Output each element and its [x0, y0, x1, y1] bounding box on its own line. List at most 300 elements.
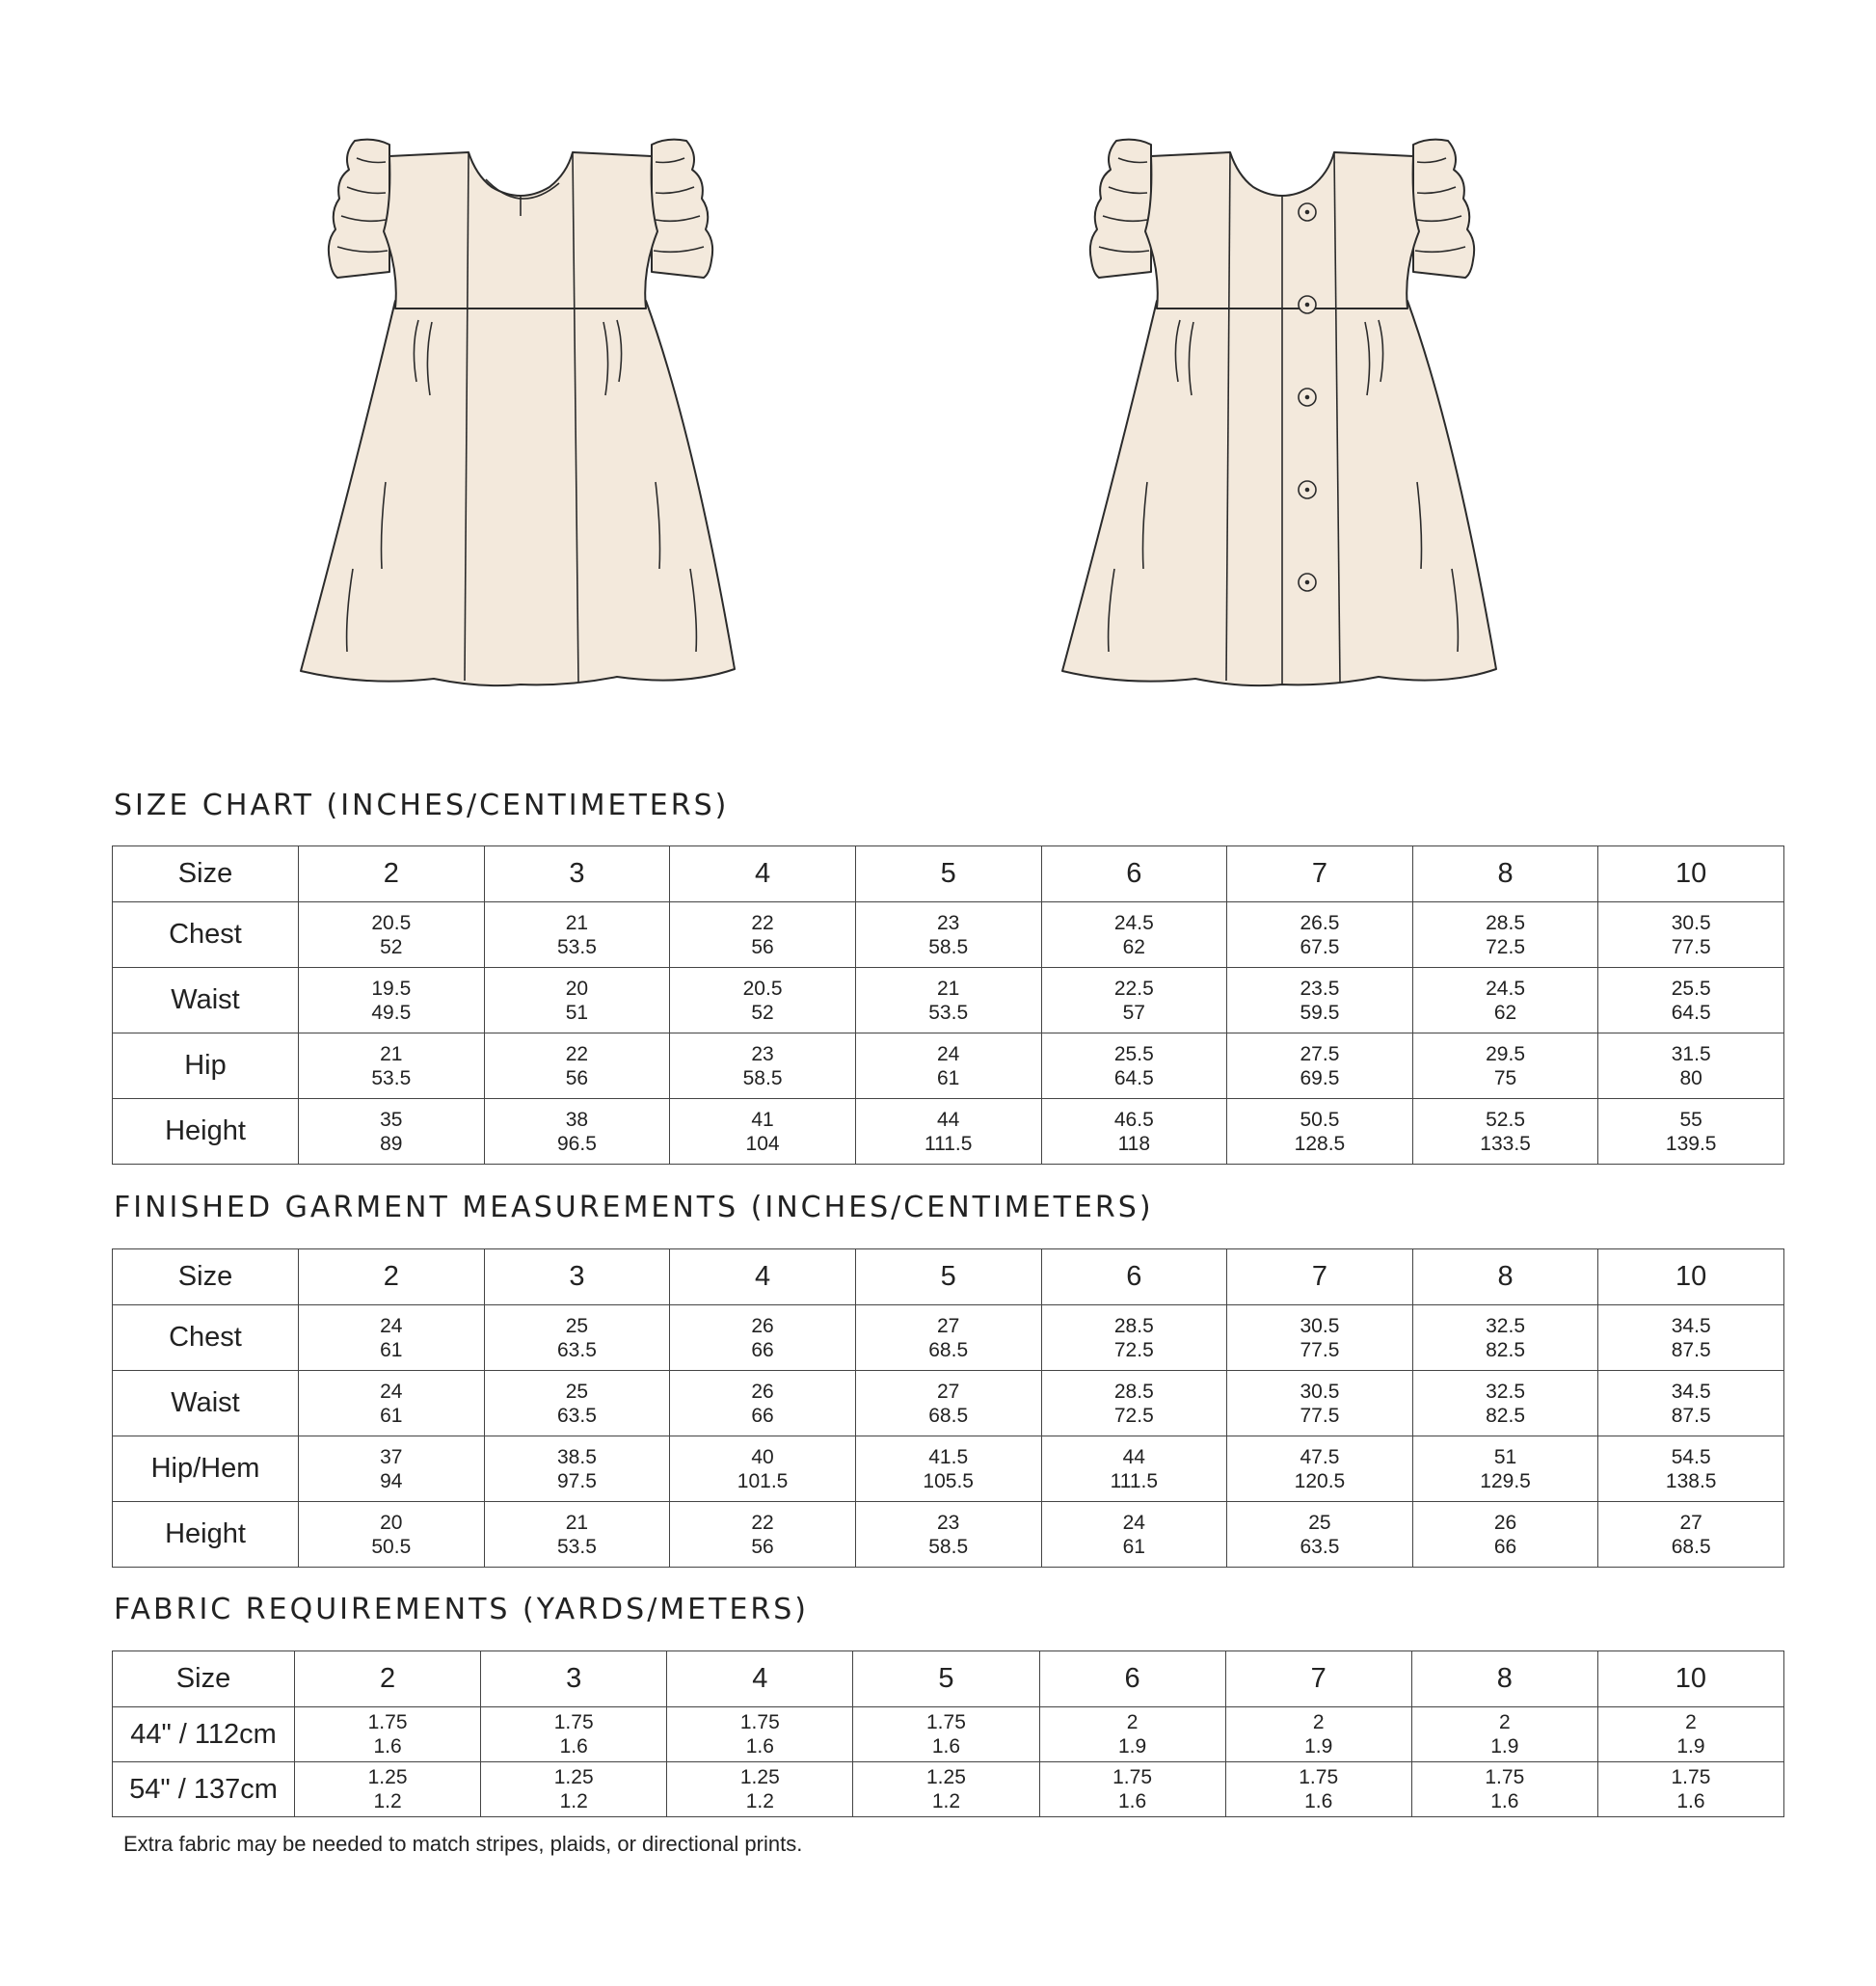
- measurement-cell: [481, 1707, 667, 1762]
- metric-value: 58.5: [928, 1535, 969, 1558]
- size-header: 7: [1225, 1651, 1411, 1707]
- imperial-value: 19.5: [371, 977, 412, 1000]
- metric-value: 72.5: [1486, 935, 1525, 958]
- measurement-cell: [1227, 1099, 1413, 1165]
- measurement-cell: [1225, 1707, 1411, 1762]
- table-row: [113, 1762, 1784, 1817]
- header-label: Size: [113, 1249, 299, 1305]
- measurement-cell: [1227, 902, 1413, 968]
- measurement-cell: [1041, 1099, 1227, 1165]
- size-header: 7: [1227, 846, 1413, 902]
- metric-value: 82.5: [1486, 1338, 1525, 1361]
- imperial-value: 1.75: [1299, 1766, 1339, 1788]
- imperial-value: 27.5: [1300, 1042, 1340, 1065]
- imperial-value: 23: [937, 911, 960, 934]
- table-row: [113, 1033, 1784, 1099]
- metric-value: 72.5: [1113, 1404, 1154, 1427]
- metric-value: 49.5: [371, 1001, 412, 1024]
- metric-value: 77.5: [1300, 1404, 1340, 1427]
- measurement-cell: [855, 1033, 1041, 1099]
- metric-value: 69.5: [1300, 1066, 1340, 1089]
- measurement-cell: [853, 1707, 1039, 1762]
- imperial-value: 44: [937, 1108, 960, 1131]
- measurement-cell: [1041, 968, 1227, 1033]
- imperial-value: 38: [565, 1108, 589, 1131]
- imperial-value: 25.5: [1671, 977, 1711, 1000]
- measurement-cell: [670, 968, 856, 1033]
- measurement-cell: [1412, 1502, 1598, 1568]
- row-label: Waist: [113, 968, 299, 1033]
- metric-value: 105.5: [923, 1469, 974, 1492]
- metric-value: 64.5: [1113, 1066, 1154, 1089]
- measurement-cell: [1227, 1033, 1413, 1099]
- metric-value: 63.5: [557, 1404, 597, 1427]
- measurement-cell: [1598, 1099, 1784, 1165]
- measurement-cell: [1598, 1371, 1784, 1436]
- table-row: [113, 1707, 1784, 1762]
- imperial-value: 2: [1498, 1711, 1511, 1733]
- imperial-value: 30.5: [1300, 1380, 1340, 1403]
- size-header: 8: [1411, 1651, 1597, 1707]
- header-label: Size: [113, 1651, 295, 1707]
- imperial-value: 22: [751, 911, 774, 934]
- measurement-cell: [853, 1762, 1039, 1817]
- metric-value: 51: [565, 1001, 589, 1024]
- garment-chart-table: [112, 1248, 1784, 1568]
- row-label: Height: [113, 1502, 299, 1568]
- measurement-cell: [299, 1099, 485, 1165]
- metric-value: 53.5: [557, 935, 597, 958]
- metric-value: 52: [380, 935, 403, 958]
- left-ruffle: [329, 140, 389, 278]
- measurement-cell: [855, 1436, 1041, 1502]
- imperial-value: 26.5: [1300, 911, 1340, 934]
- size-header: 4: [670, 846, 856, 902]
- measurement-cell: [1041, 1305, 1227, 1371]
- imperial-value: 26: [751, 1380, 774, 1403]
- measurement-cell: [295, 1762, 481, 1817]
- dress-back-icon: [1041, 116, 1620, 704]
- measurement-cell: [670, 902, 856, 968]
- imperial-value: 20: [380, 1511, 403, 1534]
- metric-value: 1.9: [1117, 1735, 1147, 1758]
- measurement-cell: [295, 1707, 481, 1762]
- imperial-value: 22.5: [1113, 977, 1154, 1000]
- imperial-value: 2: [1126, 1711, 1139, 1733]
- metric-value: 1.9: [1676, 1735, 1705, 1758]
- measurement-cell: [299, 968, 485, 1033]
- size-header: 3: [481, 1651, 667, 1707]
- imperial-value: 1.75: [1485, 1766, 1525, 1788]
- measurement-cell: [1598, 902, 1784, 968]
- metric-value: 72.5: [1113, 1338, 1154, 1361]
- size-header: 8: [1412, 846, 1598, 902]
- size-header: 10: [1598, 1249, 1784, 1305]
- table-row: [113, 1305, 1784, 1371]
- row-label: 44" / 112cm: [113, 1707, 295, 1762]
- metric-value: 129.5: [1480, 1469, 1531, 1492]
- metric-value: 1.2: [559, 1790, 588, 1812]
- metric-value: 1.9: [1304, 1735, 1333, 1758]
- measurement-cell: [299, 1033, 485, 1099]
- metric-value: 1.6: [559, 1735, 588, 1758]
- measurement-cell: [1227, 1371, 1413, 1436]
- imperial-value: 32.5: [1486, 1314, 1525, 1337]
- bodice: [384, 152, 657, 309]
- imperial-value: 37: [380, 1445, 403, 1468]
- right-ruffle: [652, 140, 712, 278]
- measurement-cell: [484, 1371, 670, 1436]
- measurement-cell: [1412, 1099, 1598, 1165]
- imperial-value: 2: [1685, 1711, 1697, 1733]
- measurement-cell: [1598, 1436, 1784, 1502]
- measurement-cell: [855, 1371, 1041, 1436]
- table-row: [113, 1099, 1784, 1165]
- imperial-value: 1.75: [739, 1711, 780, 1733]
- measurement-cell: [1039, 1762, 1225, 1817]
- measurement-cell: [1412, 1033, 1598, 1099]
- table-header-row: [113, 1651, 1784, 1707]
- imperial-value: 24.5: [1486, 977, 1525, 1000]
- imperial-value: 54.5: [1671, 1445, 1711, 1468]
- imperial-value: 23: [937, 1511, 960, 1534]
- imperial-value: 22: [565, 1042, 589, 1065]
- metric-value: 58.5: [928, 935, 969, 958]
- measurement-cell: [1597, 1762, 1783, 1817]
- metric-value: 66: [751, 1338, 774, 1361]
- measurement-cell: [1412, 1305, 1598, 1371]
- measurement-cell: [484, 1033, 670, 1099]
- imperial-value: 20.5: [371, 911, 412, 934]
- imperial-value: 41: [751, 1108, 774, 1131]
- imperial-value: 41.5: [928, 1445, 969, 1468]
- measurement-cell: [484, 1502, 670, 1568]
- metric-value: 101.5: [737, 1469, 789, 1492]
- metric-value: 56: [751, 935, 774, 958]
- imperial-value: 24.5: [1113, 911, 1154, 934]
- dress-front-icon: [280, 116, 858, 704]
- imperial-value: 25: [565, 1314, 589, 1337]
- measurement-cell: [1041, 1033, 1227, 1099]
- table-row: [113, 968, 1784, 1033]
- imperial-value: 2: [1312, 1711, 1325, 1733]
- imperial-value: 1.25: [553, 1766, 594, 1788]
- table-row: [113, 902, 1784, 968]
- imperial-value: 50.5: [1300, 1108, 1340, 1131]
- metric-value: 89: [380, 1132, 403, 1155]
- metric-value: 77.5: [1671, 935, 1711, 958]
- imperial-value: 24: [937, 1042, 960, 1065]
- imperial-value: 38.5: [557, 1445, 597, 1468]
- metric-value: 80: [1679, 1066, 1702, 1089]
- imperial-value: 1.75: [926, 1711, 966, 1733]
- measurement-cell: [1412, 968, 1598, 1033]
- measurement-cell: [1412, 902, 1598, 968]
- metric-value: 56: [751, 1535, 774, 1558]
- skirt: [301, 301, 735, 685]
- metric-value: 1.6: [1490, 1790, 1519, 1812]
- imperial-value: 24: [380, 1380, 403, 1403]
- imperial-value: 1.75: [367, 1711, 408, 1733]
- imperial-value: 30.5: [1300, 1314, 1340, 1337]
- metric-value: 61: [937, 1066, 960, 1089]
- table-header-row: [113, 1249, 1784, 1305]
- measurement-cell: [1411, 1762, 1597, 1817]
- metric-value: 62: [1122, 935, 1145, 958]
- imperial-value: 21: [937, 977, 960, 1000]
- imperial-value: 27: [937, 1314, 960, 1337]
- measurement-cell: [855, 1099, 1041, 1165]
- imperial-value: 25: [1308, 1511, 1331, 1534]
- imperial-value: 25.5: [1113, 1042, 1154, 1065]
- row-label: Height: [113, 1099, 299, 1165]
- fabric-chart-table: [112, 1651, 1784, 1817]
- measurement-cell: [484, 1305, 670, 1371]
- imperial-value: 55: [1679, 1108, 1702, 1131]
- size-header: 10: [1597, 1651, 1783, 1707]
- measurement-cell: [670, 1033, 856, 1099]
- metric-value: 67.5: [1300, 935, 1340, 958]
- metric-value: 58.5: [742, 1066, 783, 1089]
- metric-value: 87.5: [1671, 1338, 1711, 1361]
- imperial-value: 1.75: [1671, 1766, 1711, 1788]
- metric-value: 97.5: [557, 1469, 597, 1492]
- metric-value: 133.5: [1480, 1132, 1531, 1155]
- measurement-cell: [855, 1305, 1041, 1371]
- size-header: 3: [484, 846, 670, 902]
- measurement-cell: [1411, 1707, 1597, 1762]
- imperial-value: 34.5: [1671, 1380, 1711, 1403]
- imperial-value: 32.5: [1486, 1380, 1525, 1403]
- imperial-value: 1.75: [553, 1711, 594, 1733]
- metric-value: 1.6: [931, 1735, 961, 1758]
- row-label: Hip: [113, 1033, 299, 1099]
- measurement-cell: [484, 968, 670, 1033]
- size-header: 2: [299, 846, 485, 902]
- size-header: 4: [670, 1249, 856, 1305]
- metric-value: 87.5: [1671, 1404, 1711, 1427]
- imperial-value: 26: [1493, 1511, 1517, 1534]
- measurement-cell: [1041, 1371, 1227, 1436]
- metric-value: 118: [1117, 1132, 1151, 1155]
- measurement-cell: [1598, 1502, 1784, 1568]
- row-label: 54" / 137cm: [113, 1762, 295, 1817]
- metric-value: 59.5: [1300, 1001, 1340, 1024]
- metric-value: 120.5: [1294, 1469, 1346, 1492]
- size-header: 7: [1227, 1249, 1413, 1305]
- metric-value: 63.5: [557, 1338, 597, 1361]
- size-chart-title: SIZE CHART (INCHES/CENTIMETERS): [114, 789, 730, 822]
- fabric-chart-title: FABRIC REQUIREMENTS (YARDS/METERS): [114, 1593, 810, 1626]
- measurement-cell: [1227, 968, 1413, 1033]
- imperial-value: 1.25: [926, 1766, 966, 1788]
- metric-value: 57: [1122, 1001, 1145, 1024]
- imperial-value: 24: [380, 1314, 403, 1337]
- imperial-value: 52.5: [1486, 1108, 1525, 1131]
- size-header: 5: [853, 1651, 1039, 1707]
- measurement-cell: [855, 1502, 1041, 1568]
- row-label: Waist: [113, 1371, 299, 1436]
- measurement-cell: [670, 1371, 856, 1436]
- metric-value: 1.6: [745, 1735, 774, 1758]
- size-header: 6: [1041, 1249, 1227, 1305]
- metric-value: 1.2: [373, 1790, 402, 1812]
- imperial-value: 28.5: [1113, 1380, 1154, 1403]
- measurement-cell: [1598, 1305, 1784, 1371]
- imperial-value: 26: [751, 1314, 774, 1337]
- metric-value: 111.5: [1110, 1469, 1159, 1492]
- size-header: 8: [1412, 1249, 1598, 1305]
- imperial-value: 28.5: [1113, 1314, 1154, 1337]
- metric-value: 61: [380, 1338, 403, 1361]
- measurement-cell: [299, 1305, 485, 1371]
- metric-value: 61: [380, 1404, 403, 1427]
- imperial-value: 21: [380, 1042, 403, 1065]
- metric-value: 66: [1493, 1535, 1517, 1558]
- fabric-note: Extra fabric may be needed to match stripes, plaids, or directional prints.: [123, 1832, 803, 1856]
- imperial-value: 1.25: [367, 1766, 408, 1788]
- metric-value: 53.5: [371, 1066, 412, 1089]
- metric-value: 1.6: [1676, 1790, 1705, 1812]
- metric-value: 50.5: [371, 1535, 412, 1558]
- imperial-value: 34.5: [1671, 1314, 1711, 1337]
- imperial-value: 20.5: [742, 977, 783, 1000]
- measurement-cell: [1039, 1707, 1225, 1762]
- imperial-value: 44: [1122, 1445, 1145, 1468]
- metric-value: 82.5: [1486, 1404, 1525, 1427]
- metric-value: 68.5: [928, 1338, 969, 1361]
- measurement-cell: [670, 1305, 856, 1371]
- imperial-value: 23: [751, 1042, 774, 1065]
- row-label: Hip/Hem: [113, 1436, 299, 1502]
- metric-value: 66: [751, 1404, 774, 1427]
- measurement-cell: [1041, 1436, 1227, 1502]
- row-label: Chest: [113, 902, 299, 968]
- measurement-cell: [670, 1502, 856, 1568]
- measurement-cell: [1598, 968, 1784, 1033]
- header-label: Size: [113, 846, 299, 902]
- measurement-cell: [299, 1436, 485, 1502]
- size-header: 5: [855, 1249, 1041, 1305]
- measurement-cell: [1041, 1502, 1227, 1568]
- metric-value: 64.5: [1671, 1001, 1711, 1024]
- measurement-cell: [1598, 1033, 1784, 1099]
- metric-value: 1.2: [931, 1790, 961, 1812]
- metric-value: 56: [565, 1066, 589, 1089]
- measurement-cell: [1227, 1502, 1413, 1568]
- imperial-value: 22: [751, 1511, 774, 1534]
- imperial-value: 29.5: [1486, 1042, 1525, 1065]
- measurement-cell: [1225, 1762, 1411, 1817]
- measurement-cell: [1227, 1305, 1413, 1371]
- size-header: 3: [484, 1249, 670, 1305]
- metric-value: 53.5: [928, 1001, 969, 1024]
- table-row: [113, 1371, 1784, 1436]
- metric-value: 62: [1493, 1001, 1517, 1024]
- measurement-cell: [1041, 902, 1227, 968]
- metric-value: 94: [380, 1469, 403, 1492]
- measurement-cell: [855, 968, 1041, 1033]
- metric-value: 77.5: [1300, 1338, 1340, 1361]
- metric-value: 1.9: [1490, 1735, 1519, 1758]
- measurement-cell: [484, 1099, 670, 1165]
- imperial-value: 21: [565, 1511, 589, 1534]
- metric-value: 104: [745, 1132, 780, 1155]
- metric-value: 75: [1493, 1066, 1517, 1089]
- imperial-value: 30.5: [1671, 911, 1711, 934]
- measurement-cell: [299, 1502, 485, 1568]
- imperial-value: 28.5: [1486, 911, 1525, 934]
- metric-value: 1.2: [745, 1790, 774, 1812]
- imperial-value: 1.25: [739, 1766, 780, 1788]
- table-header-row: [113, 846, 1784, 902]
- imperial-value: 21: [565, 911, 589, 934]
- metric-value: 63.5: [1300, 1535, 1340, 1558]
- measurement-cell: [670, 1436, 856, 1502]
- metric-value: 138.5: [1665, 1469, 1717, 1492]
- size-header: 4: [667, 1651, 853, 1707]
- imperial-value: 40: [751, 1445, 774, 1468]
- imperial-value: 23.5: [1300, 977, 1340, 1000]
- measurement-cell: [667, 1762, 853, 1817]
- imperial-value: 1.75: [1112, 1766, 1152, 1788]
- measurement-cell: [670, 1099, 856, 1165]
- measurement-cell: [484, 1436, 670, 1502]
- measurement-cell: [299, 1371, 485, 1436]
- size-header: 10: [1598, 846, 1784, 902]
- measurement-cell: [855, 902, 1041, 968]
- size-header: 6: [1041, 846, 1227, 902]
- imperial-value: 35: [380, 1108, 403, 1131]
- imperial-value: 24: [1122, 1511, 1145, 1534]
- metric-value: 68.5: [1671, 1535, 1711, 1558]
- measurement-cell: [1597, 1707, 1783, 1762]
- table-row: [113, 1502, 1784, 1568]
- measurement-cell: [667, 1707, 853, 1762]
- metric-value: 68.5: [928, 1404, 969, 1427]
- measurement-cell: [1412, 1436, 1598, 1502]
- metric-value: 96.5: [557, 1132, 597, 1155]
- imperial-value: 51: [1493, 1445, 1517, 1468]
- row-label: Chest: [113, 1305, 299, 1371]
- metric-value: 53.5: [557, 1535, 597, 1558]
- imperial-value: 46.5: [1113, 1108, 1154, 1131]
- metric-value: 1.6: [1117, 1790, 1147, 1812]
- size-header: 6: [1039, 1651, 1225, 1707]
- measurement-cell: [484, 902, 670, 968]
- garment-chart-title: FINISHED GARMENT MEASUREMENTS (INCHES/CENTIMETERS): [114, 1191, 1154, 1224]
- measurement-cell: [1412, 1371, 1598, 1436]
- dress-front-illustration: [280, 116, 858, 704]
- imperial-value: 47.5: [1300, 1445, 1340, 1468]
- imperial-value: 20: [565, 977, 589, 1000]
- table-row: [113, 1436, 1784, 1502]
- size-header: 2: [299, 1249, 485, 1305]
- imperial-value: 25: [565, 1380, 589, 1403]
- size-chart-table: [112, 845, 1784, 1165]
- metric-value: 52: [751, 1001, 774, 1024]
- metric-value: 1.6: [373, 1735, 402, 1758]
- imperial-value: 31.5: [1671, 1042, 1711, 1065]
- metric-value: 111.5: [924, 1132, 973, 1155]
- measurement-cell: [1227, 1436, 1413, 1502]
- dress-back-illustration: [1041, 116, 1620, 704]
- measurement-cell: [481, 1762, 667, 1817]
- imperial-value: 27: [937, 1380, 960, 1403]
- metric-value: 1.6: [1304, 1790, 1333, 1812]
- metric-value: 61: [1122, 1535, 1145, 1558]
- metric-value: 128.5: [1294, 1132, 1346, 1155]
